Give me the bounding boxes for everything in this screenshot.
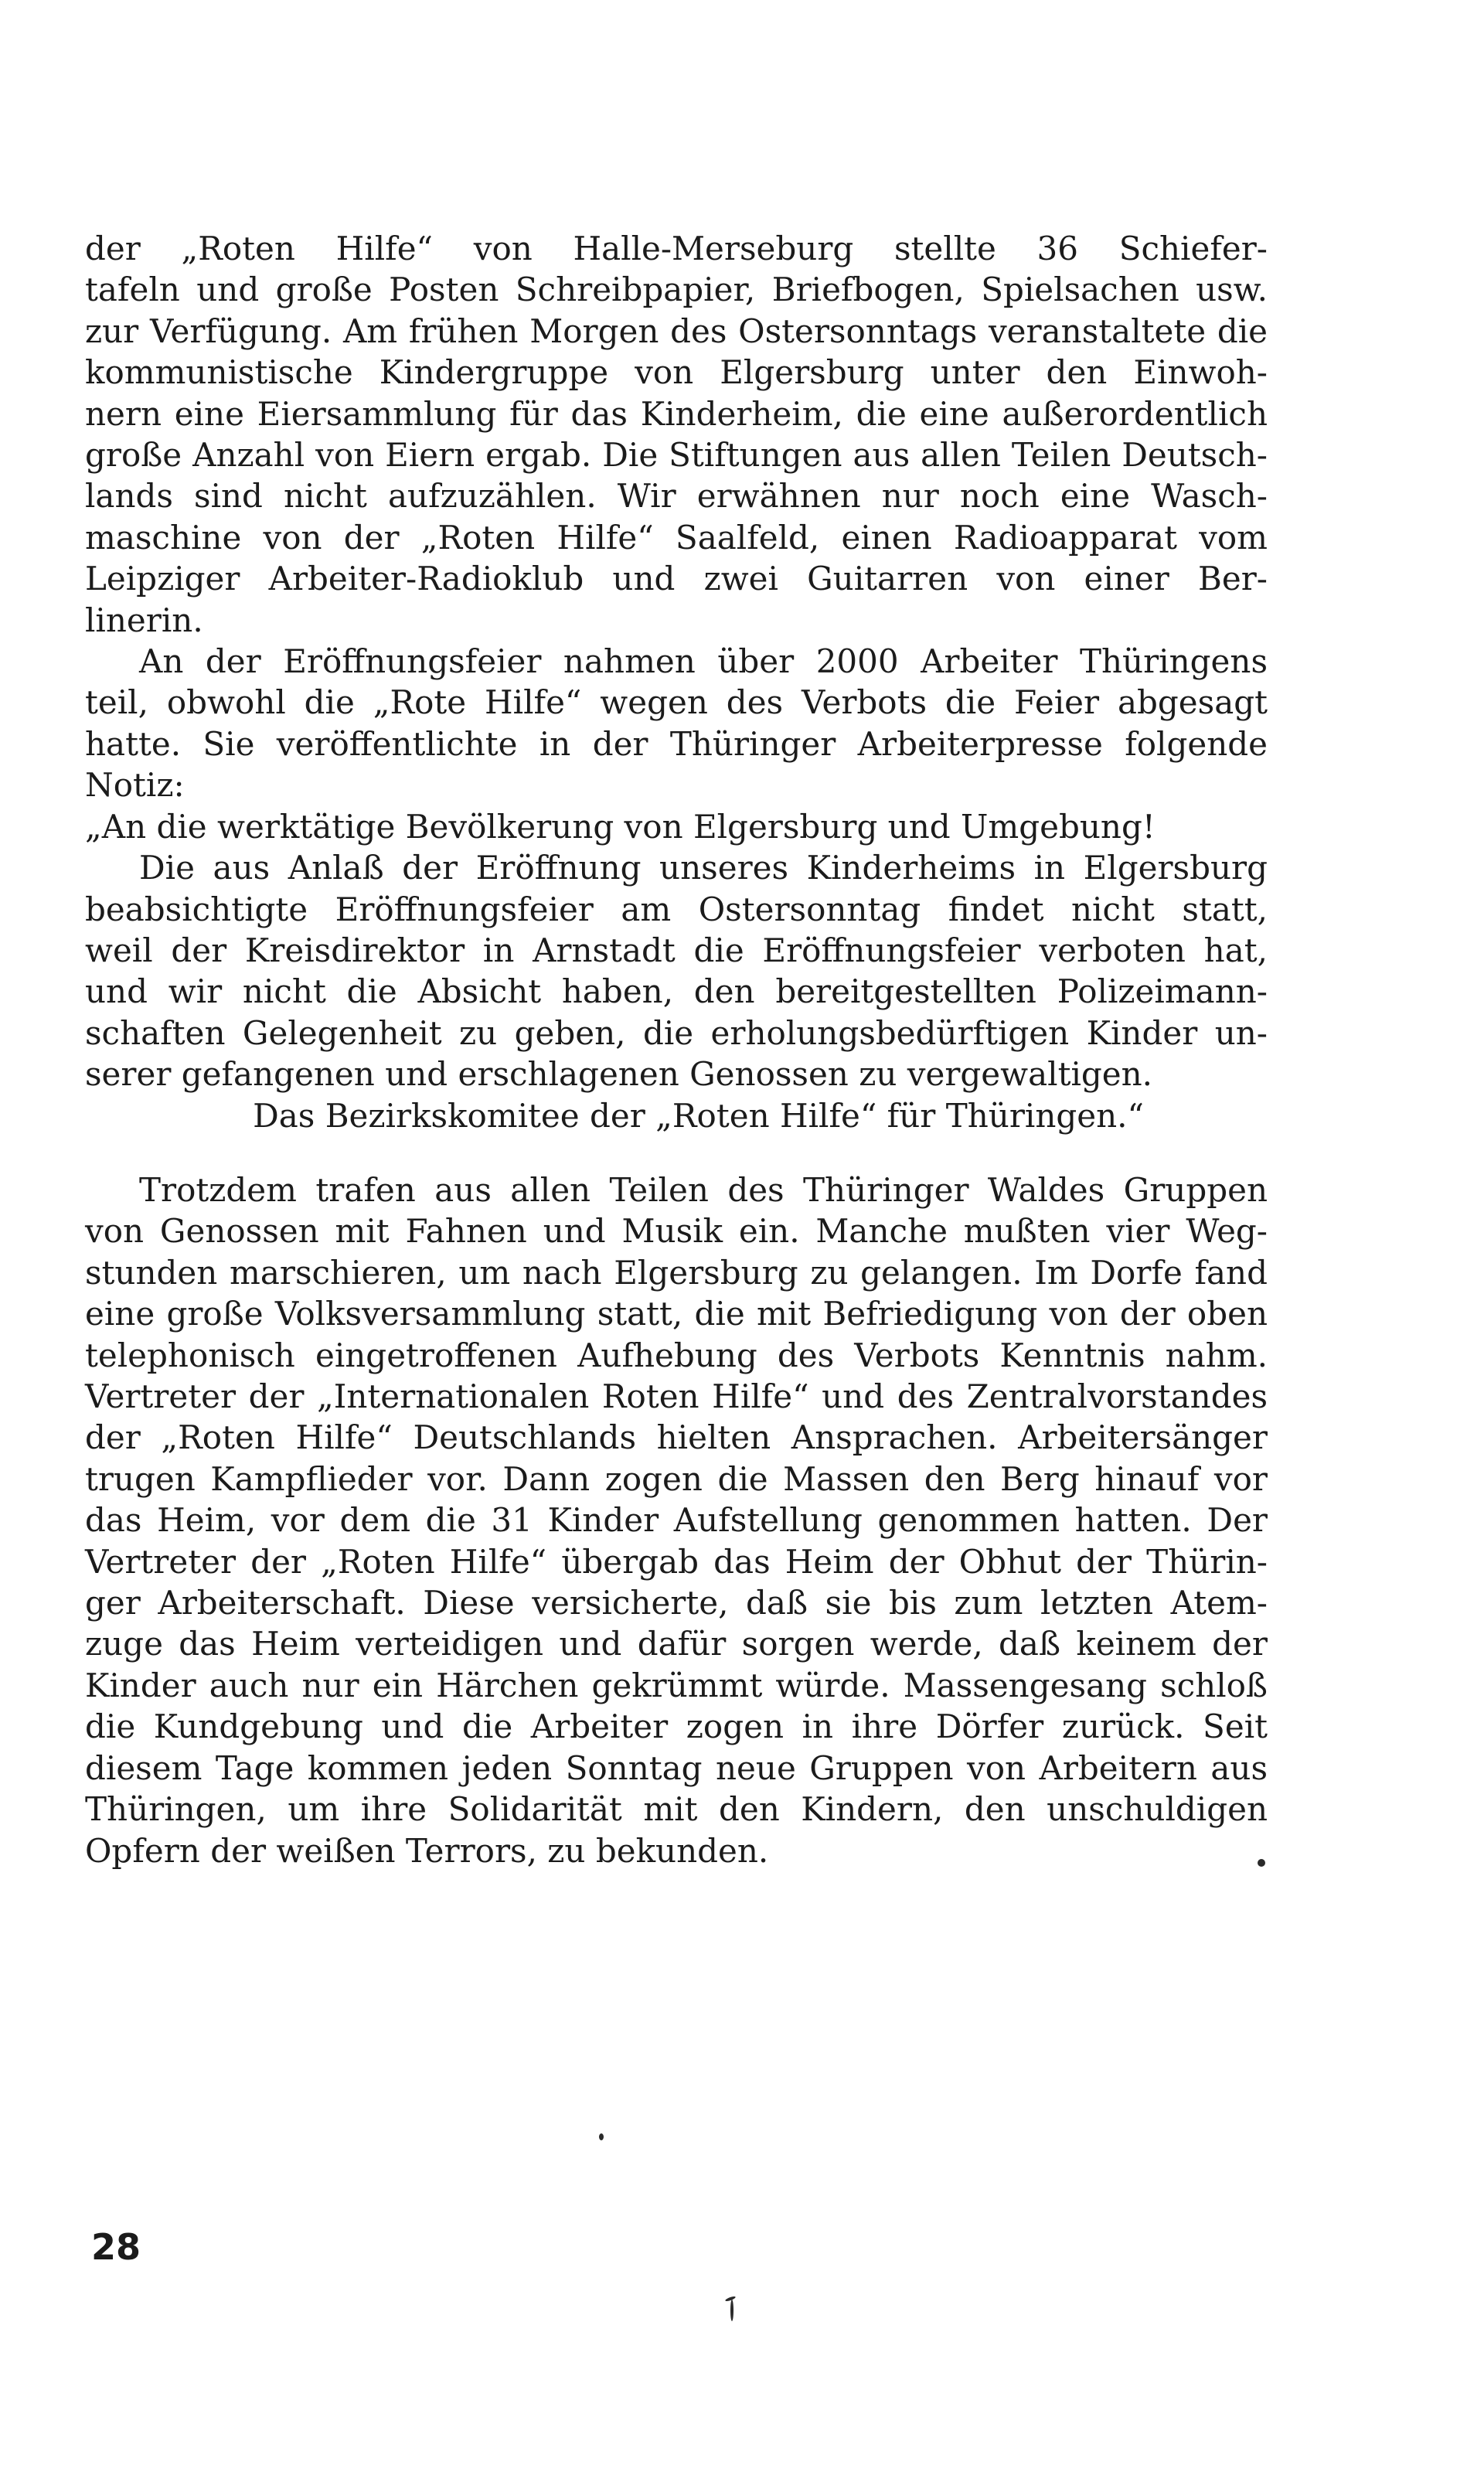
text-line: das Heim, vor dem die 31 Kinder Aufstellung genommen hatten. Der: [85, 1501, 1268, 1540]
body-text-upper: [85, 228, 1268, 1136]
text-line: schaften Gelegenheit zu geben, die erholungsbedürftigen Kinder un-: [85, 1013, 1268, 1052]
print-speck: [1258, 1859, 1265, 1867]
text-line: kommunistische Kindergruppe von Elgersburg unter den Einwoh-: [85, 353, 1268, 392]
paragraph-opening-ceremony: [85, 641, 1268, 806]
text-line: Vertreter der „Internationalen Roten Hilfe“ und des Zentralvorstandes: [85, 1377, 1268, 1416]
notice-signature: Das Bezirkskomitee der „Roten Hilfe“ für Thüringen.“: [253, 1096, 1144, 1135]
notice-heading: „An die werktätige Bevölkerung von Elgersburg und Umgebung!: [85, 807, 1156, 846]
text-line: zur Verfügung. Am frühen Morgen des Ostersonntags veranstaltete die: [85, 312, 1268, 350]
text-line: der „Roten Hilfe“ von Halle-Merseburg stellte 36 Schiefer-: [85, 230, 1268, 267]
text-line: teil, obwohl die „Rote Hilfe“ wegen des Verbots die Feier abgesagt: [85, 683, 1268, 722]
print-speck: [599, 2133, 604, 2140]
text-line: maschine von der „Roten Hilfe“ Saalfeld, einen Radioapparat vom: [85, 518, 1268, 557]
text-line: von Genossen mit Fahnen und Musik ein. Manche mußten vier Weg-: [85, 1212, 1268, 1251]
text-line: tafeln und große Posten Schreibpapier, Briefbogen, Spielsachen usw.: [85, 271, 1268, 309]
text-line: zuge das Heim verteidigen und dafür sorgen werde, daß keinem der: [85, 1625, 1268, 1663]
text-line: An der Eröffnungsfeier nahmen über 2000 Arbeiter Thüringens: [139, 642, 1268, 681]
text-line: der „Roten Hilfe“ Deutschlands hielten Ansprachen. Arbeitersänger: [85, 1418, 1268, 1457]
text-line: telephonisch eingetroffenen Aufhebung des Verbots Kenntnis nahm.: [85, 1336, 1268, 1374]
text-line: weil der Kreisdirektor in Arnstadt die Eröffnungsfeier verboten hat,: [85, 931, 1268, 969]
text-line: nern eine Eiersammlung für das Kinderheim, die eine außerordentlich: [85, 394, 1268, 433]
text-line: eine große Volksversammlung statt, die mit Befriedigung von der oben: [85, 1295, 1268, 1333]
text-line: Vertreter der „Roten Hilfe“ übergab das Heim der Obhut der Thürin-: [85, 1542, 1268, 1581]
quoted-notice: [85, 806, 1268, 1136]
text-line: ger Arbeiterschaft. Diese versicherte, daß sie bis zum letzten Atem-: [85, 1584, 1268, 1622]
text-line: Die aus Anlaß der Eröffnung unseres Kinderheims in Elgersburg: [139, 849, 1268, 887]
text-line: beabsichtigte Eröffnungsfeier am Ostersonntag findet nicht statt,: [85, 890, 1268, 928]
paragraph-celebration: [85, 1170, 1268, 1871]
text-line: stunden marschieren, um nach Elgersburg zu gelangen. Im Dorfe fand: [85, 1253, 1268, 1292]
text-line: lands sind nicht aufzuzählen. Wir erwähnen nur noch eine Wasch-: [85, 477, 1268, 516]
text-line: und wir nicht die Absicht haben, den bereitgestellten Polizeimann-: [85, 972, 1268, 1011]
text-line: Trotzdem trafen aus allen Teilen des Thüringer Waldes Gruppen: [139, 1171, 1268, 1209]
text-line: die Kundgebung und die Arbeiter zogen in ihre Dörfer zurück. Seit: [85, 1707, 1268, 1746]
text-line: linerin.: [85, 601, 203, 639]
body-text-lower: [85, 1170, 1268, 1871]
text-line: diesem Tage kommen jeden Sonntag neue Gruppen von Arbeitern aus: [85, 1748, 1268, 1787]
text-line: Notiz:: [85, 766, 185, 805]
text-line: trugen Kampflieder vor. Dann zogen die Massen den Berg hinauf vor: [85, 1459, 1268, 1498]
page-number: 28: [91, 2226, 141, 2268]
text-line: Opfern der weißen Terrors, zu bekunden.: [85, 1831, 769, 1870]
text-line: hatte. Sie veröffentlichte in der Thüringer Arbeiterpresse folgende: [85, 724, 1268, 763]
paragraph-donations: [85, 228, 1268, 641]
print-speck: [730, 2300, 733, 2321]
text-line: serer gefangenen und erschlagenen Genossen zu vergewaltigen.: [85, 1055, 1153, 1094]
text-line: Thüringen, um ihre Solidarität mit den Kindern, den unschuldigen: [85, 1790, 1268, 1829]
text-line: Leipziger Arbeiter-Radioklub und zwei Guitarren von einer Ber-: [85, 560, 1268, 598]
text-line: Kinder auch nur ein Härchen gekrümmt würde. Massengesang schloß: [85, 1666, 1268, 1704]
text-line: große Anzahl von Eiern ergab. Die Stiftungen aus allen Teilen Deutsch-: [85, 436, 1268, 475]
